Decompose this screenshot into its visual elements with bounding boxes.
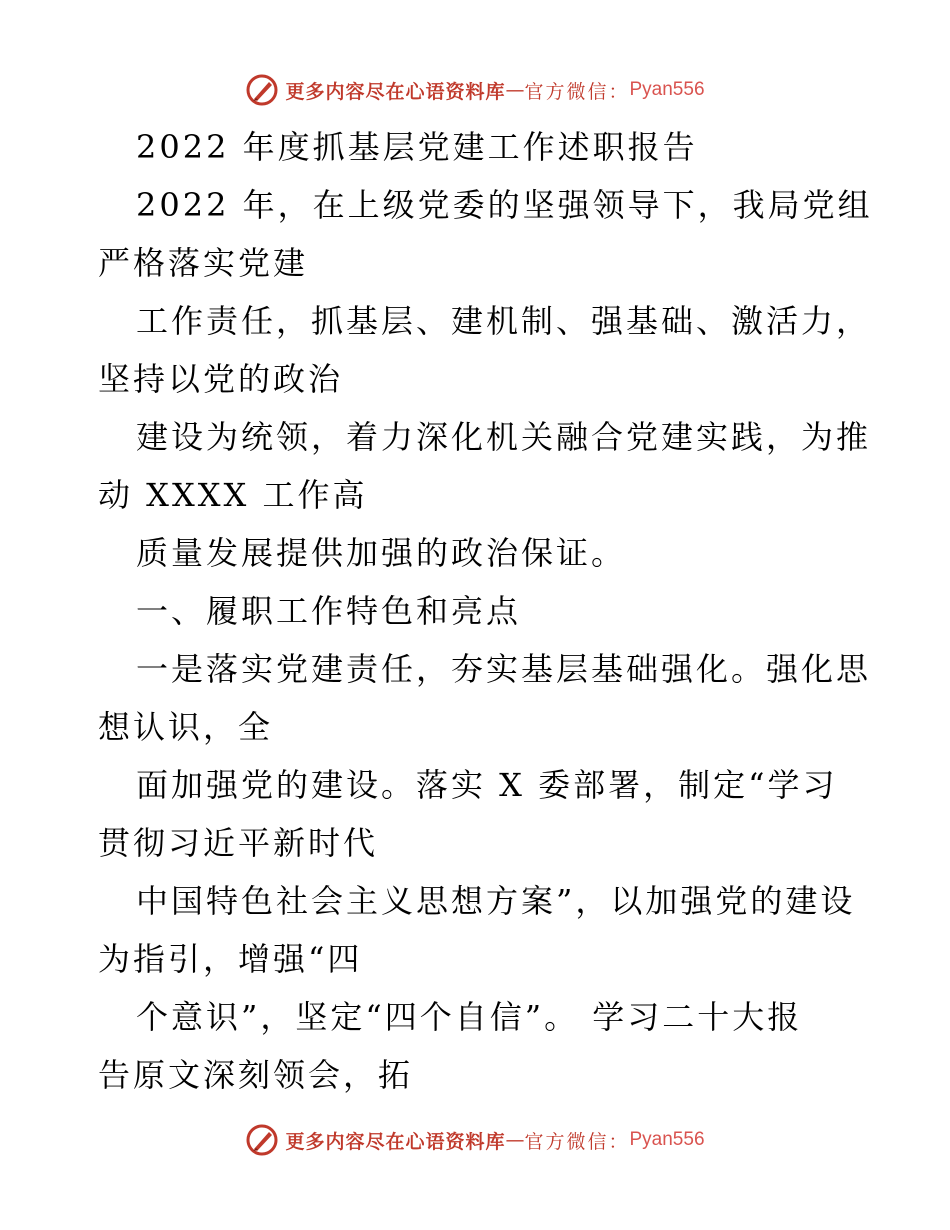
watermark-header [0, 70, 950, 110]
paragraph-line: 严格落实党建 [98, 244, 309, 282]
watermark-main-text: 更多内容尽在心语资料库 [285, 1130, 506, 1153]
watermark-wechat-id: Pyan556 [629, 79, 705, 100]
watermark-dash: — [505, 1129, 525, 1151]
watermark-dash: — [505, 79, 525, 101]
paragraph-line: 坚持以党的政治 [98, 360, 344, 398]
paragraph-line: 为指引，增强“四 [98, 940, 363, 978]
paragraph-line: 2022 年，在上级党委的坚强领导下，我局党组 [136, 186, 873, 224]
paragraph-line: 想认识，全 [98, 708, 274, 746]
paragraph-line: 工作责任，抓基层、建机制、强基础、激活力， [136, 302, 872, 340]
watermark-sub-text: 官方微信： [524, 80, 630, 103]
paragraph-line: 告原文深刻领会，拓 [98, 1056, 414, 1094]
paragraph-line: 质量发展提供加强的政治保证。 [136, 534, 627, 572]
pen-seal-icon [245, 1123, 279, 1157]
pen-seal-icon [245, 73, 279, 107]
document-body [98, 118, 873, 1104]
paragraph-line: 建设为统领，着力深化机关融合党建实践，为推 [136, 418, 872, 456]
watermark-footer [0, 1120, 950, 1160]
watermark-sub-text: 官方微信： [524, 1130, 630, 1153]
paragraph-line: 面加强党的建设。落实 X 委部署，制定“学习 [136, 766, 838, 804]
paragraph-line: 个意识”，坚定“四个自信”。 学习二十大报 [136, 998, 803, 1036]
paragraph-line: 一是落实党建责任，夯实基层基础强化。强化思 [136, 650, 872, 688]
watermark-main-text: 更多内容尽在心语资料库 [285, 80, 506, 103]
paragraph-line: 贯彻习近平新时代 [98, 824, 379, 862]
paragraph-line: 中国特色社会主义思想方案”，以加强党的建设 [136, 882, 856, 920]
watermark-wechat-id: Pyan556 [629, 1129, 705, 1150]
paragraph-line: 动 XXXX 工作高 [98, 476, 368, 514]
section-heading: 一、履职工作特色和亮点 [136, 592, 522, 630]
document-title: 2022 年度抓基层党建工作述职报告 [136, 128, 698, 166]
